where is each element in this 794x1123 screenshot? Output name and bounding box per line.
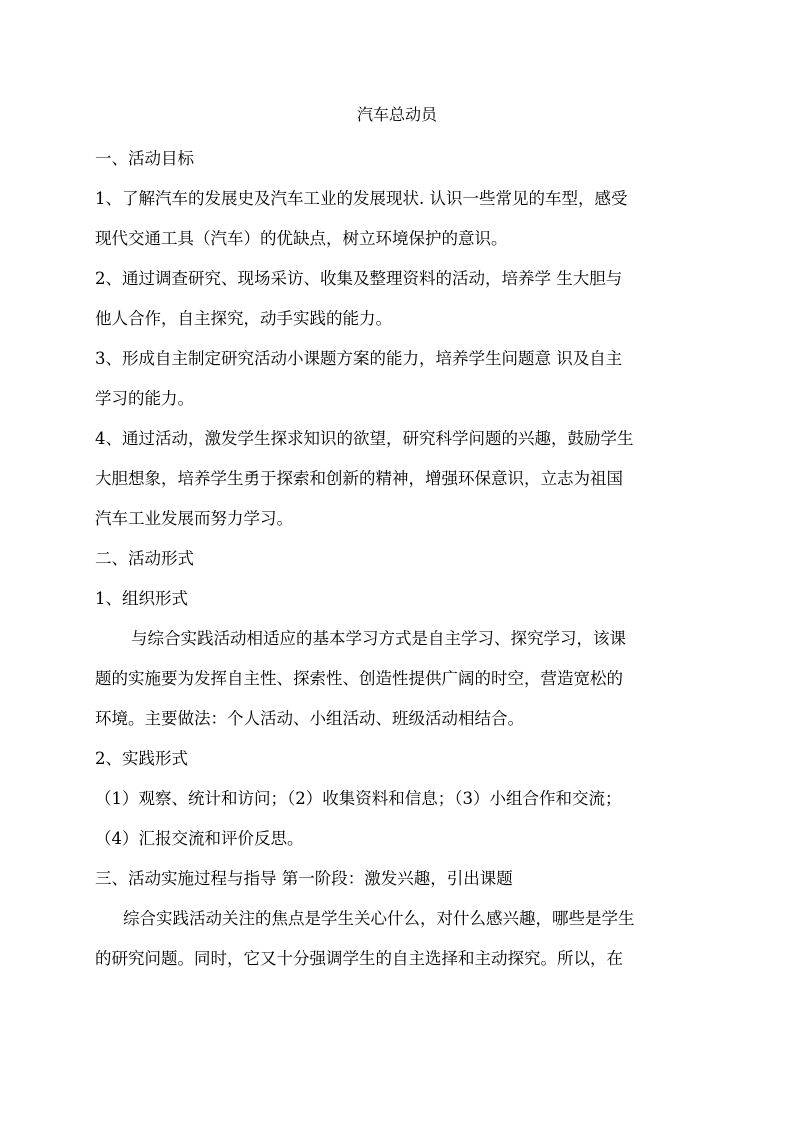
text-line: 学习的能力。	[95, 389, 194, 408]
text-line: 题的实施要为发挥自主性、探索性、创造性提供广阔的时空，营造宽松的	[95, 669, 623, 688]
document-title: 汽车总动员	[356, 105, 437, 124]
text-line: 综合实践活动关注的焦点是学生关心什么，对什么感兴趣，哪些是学生	[123, 909, 635, 928]
paragraph-practice	[95, 788, 705, 850]
text-line: 2、实践形式	[95, 749, 188, 768]
text-line: 1、组织形式	[95, 589, 188, 608]
section-heading-forms	[95, 548, 705, 570]
text-line: 3、形成自主制定研究活动小课题方案的能力，培养学生问题意 识及自主	[95, 349, 623, 368]
paragraph-goal-3	[95, 348, 705, 410]
document-body	[95, 148, 705, 988]
text-line: 现代交通工具（汽车）的优缺点，树立环境保护的意识。	[95, 229, 508, 248]
paragraph-goal-4	[95, 428, 705, 530]
text-line: 2、通过调查研究、现场采访、收集及整理资料的活动，培养学 生大胆与	[95, 269, 623, 288]
section-heading-goals	[95, 148, 705, 170]
paragraph-goal-2	[95, 268, 705, 330]
text-line: （1）观察、统计和访问；（2）收集资料和信息；（3）小组合作和交流；	[95, 789, 622, 808]
text-line: 汽车工业发展而努力学习。	[95, 509, 293, 528]
paragraph-implementation	[95, 908, 705, 970]
paragraph-organization	[95, 628, 705, 730]
text-line: 与综合实践活动相适应的基本学习方式是自主学习、探究学习，该课	[131, 629, 626, 648]
text-line: 环境。主要做法：个人活动、小组活动、班级活动相结合。	[95, 709, 524, 728]
text-line: 他人合作，自主探究，动手实践的能力。	[95, 309, 392, 328]
section-heading-implementation	[95, 868, 705, 890]
paragraph-goal-1	[95, 188, 705, 250]
text-line: 1、了解汽车的发展史及汽车工业的发展现状. 认识一些常见的车型，感受	[95, 189, 628, 208]
text-line: 一、活动目标	[95, 149, 194, 168]
subheading-organization	[95, 588, 705, 610]
text-line: 二、活动形式	[95, 549, 194, 568]
text-line: 4、通过活动，激发学生探求知识的欲望，研究科学问题的兴趣，鼓励学生	[95, 429, 634, 448]
text-line: 三、活动实施过程与指导 第一阶段：激发兴趣，引出课题	[95, 869, 513, 888]
text-line: （4）汇报交流和评价反思。	[95, 829, 304, 848]
subheading-practice	[95, 748, 705, 770]
text-line: 大胆想象，培养学生勇于探索和创新的精神，增强环保意识，立志为祖国	[95, 469, 623, 488]
text-line: 的研究问题。同时，它又十分强调学生的自主选择和主动探究。所以，在	[95, 949, 623, 968]
